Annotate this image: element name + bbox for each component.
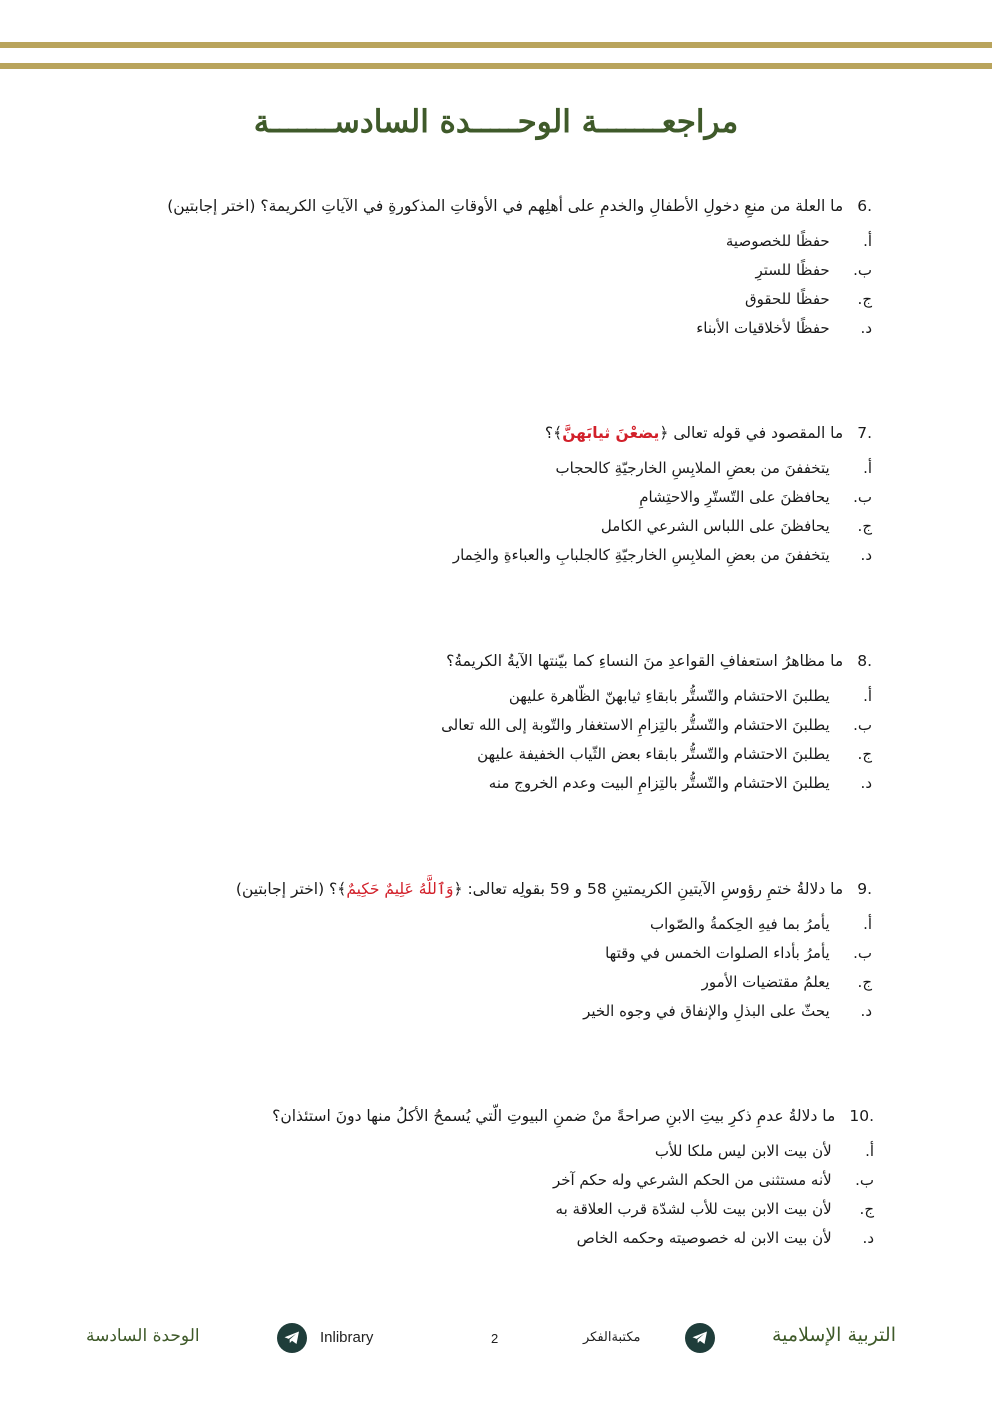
option-text: يحافظنَ على التّستّرِ والاحتِشامِ (639, 488, 830, 506)
options-list (112, 454, 872, 570)
option-letter: أ. (863, 915, 872, 933)
option-letter: ج. (857, 290, 872, 308)
option-letter: ج. (859, 1200, 874, 1218)
question-9 (112, 876, 872, 1026)
question-text: ما دلالةُ عدمِ ذكرِ بيتِ الابنِ صراحةً منْ ضمنِ البيوتِ الّتي يُسمحُ الأكلُ منها دونَ استئذان؟ (272, 1107, 836, 1125)
question-text-after: ﴾؟ (اختر إجابتين) (235, 880, 347, 898)
option-letter: د. (860, 1002, 872, 1020)
option-text: لأن بيت الابن له خصوصيته وحكمه الخاص (576, 1229, 832, 1247)
option-letter: د. (860, 319, 872, 337)
option-letter: د. (860, 774, 872, 792)
page-title: مراجعـــــــة الوحـــــدة السادســـــــة (253, 104, 739, 140)
option-text: يحثّ على البذلِ والإنفاق في وجوه الخير (583, 1002, 830, 1020)
option-d[interactable] (112, 997, 872, 1026)
option-letter: ج. (857, 973, 872, 991)
option-letter: ج. (857, 745, 872, 763)
footer-unit: الوحدة السادسة (86, 1326, 200, 1346)
quran-quote: يضعْنَ ثيابَهنَّ (562, 424, 660, 442)
option-letter: ب. (853, 944, 872, 962)
option-text: لأن بيت الابن ليس ملكا للأب (654, 1142, 832, 1160)
question-text: ما مظاهرُ استعفافِ القواعدِ منَ النساءِ كما بيّنتها الآيةُ الكريمةُ؟ (446, 652, 844, 670)
option-text: يتخففنَ من بعضِ الملابِسِ الخارجيّةِ كالجلبابِ والعباءةِ والخِمار (452, 546, 830, 564)
question-number: 8. (857, 652, 872, 670)
option-c[interactable] (112, 740, 872, 769)
option-text: يطلبنَ الاحتشام والتّستُّر بابقاء بعض الثّياب الخفيفة عليهن (477, 745, 830, 763)
question-number: 6. (857, 197, 872, 215)
option-a[interactable] (112, 454, 872, 483)
page-number: 2 (491, 1331, 499, 1346)
option-c[interactable] (112, 968, 872, 997)
top-rule-upper (0, 42, 992, 48)
question-number: 9. (857, 880, 872, 898)
option-letter: ب. (853, 488, 872, 506)
question-number: 7. (857, 424, 872, 442)
option-d[interactable] (112, 769, 872, 798)
option-c[interactable] (112, 512, 872, 541)
question-text-before: ما دلالةُ ختمِ رؤوسِ الآيتينِ الكريمتينِ 58 و 59 بقولِه تعالى: ﴿ (453, 880, 844, 898)
footer-subject: التربية الإسلامية (771, 1324, 896, 1346)
option-c[interactable] (112, 285, 872, 314)
option-text: يطلبنَ الاحتشام والتّستُّر بالتِزامِ الاستغفار والتّوبة إلى الله تعالى (441, 716, 830, 734)
option-text: حفظًا للسترِ (755, 261, 830, 279)
option-b[interactable] (114, 1166, 874, 1195)
option-text: يأمرُ بأداء الصلوات الخمس في وقتها (605, 944, 830, 962)
option-c[interactable] (114, 1195, 874, 1224)
top-rule-lower (0, 63, 992, 69)
telegram-icon[interactable] (685, 1323, 715, 1353)
question-stem (114, 1103, 874, 1129)
option-a[interactable] (112, 910, 872, 939)
option-letter: أ. (863, 459, 872, 477)
question-text-after: ﴾؟ (544, 424, 563, 442)
question-stem (112, 648, 872, 674)
option-b[interactable] (112, 483, 872, 512)
option-text: لأنه مستثنى من الحكم الشرعي وله حكم آخر (552, 1171, 832, 1189)
question-stem (112, 420, 872, 446)
option-a[interactable] (114, 1137, 874, 1166)
option-text: لأن بيت الابن بيت للأب لشدّة قرب العلاقة به (555, 1200, 832, 1218)
option-text: يأمرُ بما فيهِ الحِكمةُ والصّواب (649, 915, 830, 933)
option-text: حفظًا للخصوصية (725, 232, 830, 250)
option-text: يطلبنَ الاحتشام والتّستُّر بالتِزامِ البيت وعدم الخروج منه (488, 774, 830, 792)
option-letter: ب. (853, 261, 872, 279)
option-text: يطلبنَ الاحتشام والتّستُّر بابقاءِ ثيابهنّ الظّاهرة عليهن (508, 687, 830, 705)
question-stem (112, 876, 872, 902)
option-a[interactable] (112, 227, 872, 256)
option-letter: أ. (863, 232, 872, 250)
option-b[interactable] (112, 256, 872, 285)
question-6 (112, 193, 872, 343)
option-letter: ج. (857, 517, 872, 535)
option-a[interactable] (112, 682, 872, 711)
option-b[interactable] (112, 711, 872, 740)
telegram-icon[interactable] (277, 1323, 307, 1353)
option-text: يحافظنَ على اللباس الشرعي الكامل (600, 517, 830, 535)
option-letter: د. (862, 1229, 874, 1247)
footer-brand-arabic: مكتبةالفكر (583, 1330, 641, 1345)
option-d[interactable] (114, 1224, 874, 1253)
quran-quote: وَٱللَّهُ عَلِيمٌ حَكِيمٌ (346, 880, 454, 898)
options-list (112, 910, 872, 1026)
options-list (112, 682, 872, 798)
option-letter: أ. (865, 1142, 874, 1160)
question-7 (112, 420, 872, 570)
option-letter: أ. (863, 687, 872, 705)
option-text: حفظًا لأخلاقيات الأبناء (696, 319, 830, 337)
footer-brand-english[interactable]: Inlibrary (320, 1329, 374, 1346)
option-letter: ب. (855, 1171, 874, 1189)
option-letter: د. (860, 546, 872, 564)
question-8 (112, 648, 872, 798)
page-footer (0, 1320, 992, 1360)
question-number: 10. (849, 1107, 874, 1125)
option-text: حفظًا للحقوق (744, 290, 830, 308)
options-list (112, 227, 872, 343)
question-text-before: ما المقصود في قوله تعالى ﴿ (659, 424, 844, 442)
option-letter: ب. (853, 716, 872, 734)
option-text: يعلمُ مقتضيات الأمور (701, 973, 830, 991)
question-text: ما العلة من منعِ دخولِ الأطفالِ والخدمِ على أهلِهم في الأوقاتِ المذكورةِ في الآياتِ الكريمة؟ (اختر إجابتين) (167, 197, 844, 215)
option-d[interactable] (112, 541, 872, 570)
option-b[interactable] (112, 939, 872, 968)
option-text: يتخففنَ من بعضِ الملابِسِ الخارجيّةِ كالحجاب (555, 459, 830, 477)
options-list (114, 1137, 874, 1253)
option-d[interactable] (112, 314, 872, 343)
question-10 (114, 1103, 874, 1253)
question-stem (112, 193, 872, 219)
